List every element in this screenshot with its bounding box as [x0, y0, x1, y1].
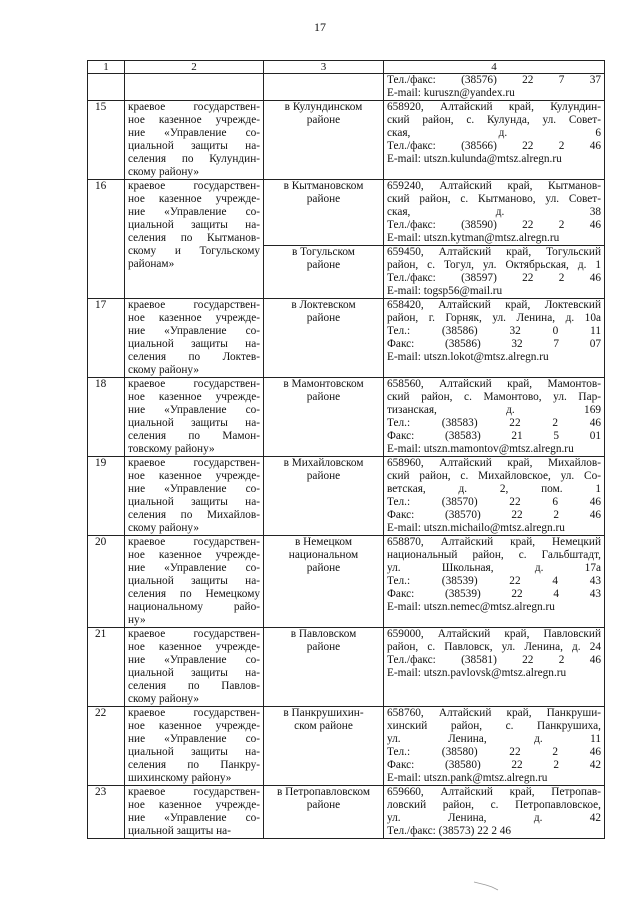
text-line: циальной защиты на- — [128, 496, 260, 508]
text-line: ное казенное учрежде- — [128, 312, 260, 324]
address-line: E-mail: utszn.michailo@mtsz.alregn.ru — [387, 522, 565, 534]
row-number: 21 — [88, 628, 125, 707]
address-line: 658870, Алтайский край, Немецкий — [387, 536, 601, 548]
text-line: циальной защиты на- — [128, 417, 260, 429]
address-cell — [384, 707, 605, 786]
text-line: скому району» — [128, 693, 199, 705]
text-line: скому району» — [128, 166, 199, 178]
text-line: товскому району» — [128, 443, 215, 455]
text-line: ние «Управление со- — [128, 562, 260, 574]
address-line: 659240, Алтайский край, Кытманов- — [387, 180, 601, 192]
text-line: ное казенное учрежде- — [128, 114, 260, 126]
address-cell — [384, 101, 605, 180]
address-line: ский район, с. Мамонтово, ул. Пар- — [387, 391, 601, 403]
text-line: циальной защиты на- — [128, 575, 260, 587]
address-line: ул. Школьная, д. 17а — [387, 562, 601, 574]
row-number: 20 — [88, 536, 125, 628]
institution-name — [125, 536, 264, 628]
table-row — [88, 180, 605, 246]
district — [264, 74, 384, 101]
text-line: ние «Управление со- — [128, 325, 260, 337]
table-row — [88, 378, 605, 457]
address-line: Тел.: (38586) 32 0 11 — [387, 325, 601, 337]
address-line: Тел.: (38570) 22 6 46 — [387, 496, 601, 508]
page-number: 17 — [314, 20, 326, 34]
text-line: краевое государствен- — [128, 786, 260, 798]
text-line: скому району» — [128, 364, 199, 376]
table-row — [88, 457, 605, 536]
row-number: 16 — [88, 180, 125, 299]
address-line: 658760, Алтайский край, Панкруши- — [387, 707, 601, 719]
address-line: район, г. Горняк, ул. Ленина, д. 10а — [387, 312, 601, 324]
text-line: ние «Управление со- — [128, 733, 260, 745]
text-line: краевое государствен- — [128, 457, 260, 469]
text-line: селения по Мамон- — [128, 430, 260, 442]
institution-name — [125, 628, 264, 707]
address-cell — [384, 786, 605, 839]
table-body — [88, 61, 605, 839]
district-line: ском районе — [294, 720, 353, 732]
address-cell — [384, 246, 605, 299]
text-line: циальной защиты на- — [128, 825, 231, 837]
district-line: в Петропавловском — [276, 786, 370, 798]
text-line: ное казенное учрежде- — [128, 470, 260, 482]
district-line: в Кытмановском — [283, 180, 364, 192]
address-line: E-mail: utszn.pank@mtsz.alregn.ru — [387, 772, 548, 784]
header-col-2: 2 — [125, 61, 264, 74]
address-line: 658920, Алтайский край, Кулундин- — [387, 101, 601, 113]
text-line: ное казенное учрежде- — [128, 549, 260, 561]
district-line: в Локтевском — [291, 299, 356, 311]
address-line: Тел./факс: (38576) 22 7 37 — [387, 74, 601, 86]
address-line: 658420, Алтайский край, Локтевский — [387, 299, 601, 311]
address-line: Тел./факс: (38590) 22 2 46 — [387, 219, 601, 231]
address-line: район, с. Тогул, ул. Октябрьская, д. 1 — [387, 259, 601, 271]
address-line: E-mail: utszn.nemec@mtsz.alregn.ru — [387, 601, 555, 613]
institution-name — [125, 180, 264, 299]
address-line: Факс: (38580) 22 2 42 — [387, 759, 601, 771]
table-row — [88, 101, 605, 180]
district-line: в Павловском — [290, 628, 357, 640]
address-line: ул. Ленина, д. 42 — [387, 812, 601, 824]
text-line: ние «Управление со- — [128, 206, 260, 218]
institution-name — [125, 457, 264, 536]
address-line: E-mail: togsp56@mail.ru — [387, 285, 503, 297]
district — [264, 180, 384, 246]
text-line: ну» — [128, 614, 146, 626]
address-line: национальный район, с. Гальбштадт, — [387, 549, 601, 561]
address-line: 659450, Алтайский край, Тогульский — [387, 246, 601, 258]
address-line: ский район, с. Кытманово, ул. Совет- — [387, 193, 601, 205]
district-line: районе — [306, 259, 341, 271]
address-line: Факс: (38583) 21 5 01 — [387, 430, 601, 442]
address-cell — [384, 378, 605, 457]
text-line: скому и Тогульскому — [128, 245, 260, 257]
address-line: 659660, Алтайский край, Петропав- — [387, 786, 601, 798]
row-number: 18 — [88, 378, 125, 457]
address-line: Тел./факс: (38597) 22 2 46 — [387, 272, 601, 284]
text-line: циальной защиты на- — [128, 338, 260, 350]
text-line: краевое государствен- — [128, 378, 260, 390]
address-line: тизанская, д. 169 — [387, 404, 601, 416]
district-line: в Мамонтовском — [283, 378, 364, 390]
district — [264, 786, 384, 839]
table-row — [88, 628, 605, 707]
address-cell — [384, 180, 605, 246]
address-cell — [384, 457, 605, 536]
district-line: в Тогульском — [292, 246, 355, 258]
institutions-table — [87, 60, 605, 839]
table-row — [88, 786, 605, 839]
district-line: районе — [306, 391, 341, 403]
text-line: национальному райо- — [128, 601, 260, 613]
address-line: ская, д. 38 — [387, 206, 601, 218]
text-line: краевое государствен- — [128, 101, 260, 113]
address-line: Тел./факс: (38566) 22 2 46 — [387, 140, 601, 152]
row-number — [88, 74, 125, 101]
text-line: ние «Управление со- — [128, 404, 260, 416]
text-line: ное казенное учрежде- — [128, 391, 260, 403]
text-line: ние «Управление со- — [128, 483, 260, 495]
address-cell — [384, 74, 605, 101]
address-line: E-mail: utszn.lokot@mtsz.alregn.ru — [387, 351, 549, 363]
text-line: ное казенное учрежде- — [128, 799, 260, 811]
row-number: 17 — [88, 299, 125, 378]
text-line: краевое государствен- — [128, 180, 260, 192]
address-line: Тел.: (38583) 22 2 46 — [387, 417, 601, 429]
address-line: ул. Ленина, д. 11 — [387, 733, 601, 745]
address-line: 658960, Алтайский край, Михайлов- — [387, 457, 601, 469]
institution-name — [125, 378, 264, 457]
district-line: районе — [306, 312, 341, 324]
table-row — [88, 299, 605, 378]
address-line: E-mail: kuruszn@yandex.ru — [387, 87, 515, 99]
district-line: районе — [306, 114, 341, 126]
header-col-3: 3 — [264, 61, 384, 74]
address-cell — [384, 628, 605, 707]
district — [264, 246, 384, 299]
text-line: районам» — [128, 258, 175, 270]
district-line: районе — [306, 799, 341, 811]
district — [264, 628, 384, 707]
address-line: Тел./факс: (38581) 22 2 46 — [387, 654, 601, 666]
address-cell — [384, 299, 605, 378]
text-line: ние «Управление со- — [128, 127, 260, 139]
address-line: ский район, с. Кулунда, ул. Совет- — [387, 114, 601, 126]
text-line: циальной защиты на- — [128, 746, 260, 758]
text-line: краевое государствен- — [128, 299, 260, 311]
text-line: ное казенное учрежде- — [128, 193, 260, 205]
text-line: циальной защиты на- — [128, 140, 260, 152]
address-line: хинский район, с. Панкрушиха, — [387, 720, 601, 732]
district-line: в Панкрушихин- — [283, 707, 364, 719]
address-line: Тел.: (38580) 22 2 46 — [387, 746, 601, 758]
text-line: ное казенное учрежде- — [128, 641, 260, 653]
text-line: краевое государствен- — [128, 628, 260, 640]
header-col-1: 1 — [88, 61, 125, 74]
district — [264, 457, 384, 536]
address-line: район, с. Павловск, ул. Ленина, д. 24 — [387, 641, 601, 653]
district-line: районе — [306, 641, 341, 653]
district — [264, 378, 384, 457]
header-col-4: 4 — [384, 61, 605, 74]
scan-mark — [472, 880, 512, 892]
text-line: ние «Управление со- — [128, 812, 260, 824]
district-line: в Михайловском — [283, 457, 364, 469]
address-line: E-mail: utszn.pavlovsk@mtsz.alregn.ru — [387, 667, 567, 679]
text-line: селения по Павлов- — [128, 680, 260, 692]
address-line: Тел./факс: (38573) 22 2 46 — [387, 825, 512, 837]
text-line: ние «Управление со- — [128, 654, 260, 666]
row-number: 22 — [88, 707, 125, 786]
district-line: в Кулундинском — [284, 101, 363, 113]
address-line: E-mail: utszn.mamontov@mtsz.alregn.ru — [387, 443, 574, 455]
institution-name — [125, 101, 264, 180]
text-line: скому району» — [128, 522, 199, 534]
address-line: Тел.: (38539) 22 4 43 — [387, 575, 601, 587]
row-number: 15 — [88, 101, 125, 180]
institution-name — [125, 299, 264, 378]
text-line: селения по Панкру- — [128, 759, 260, 771]
text-line: селения по Кулундин- — [128, 153, 260, 165]
text-line: селения по Кытманов- — [128, 232, 260, 244]
address-cell — [384, 536, 605, 628]
row-number: 23 — [88, 786, 125, 839]
address-line: ский район, с. Михайловское, ул. Со- — [387, 470, 601, 482]
district — [264, 101, 384, 180]
district — [264, 536, 384, 628]
district — [264, 707, 384, 786]
district-line: районе — [306, 193, 341, 205]
text-line: шихинскому району» — [128, 772, 232, 784]
address-line: ветская, д. 2, пом. 1 — [387, 483, 601, 495]
text-line: краевое государствен- — [128, 707, 260, 719]
text-line: селения по Михайлов- — [128, 509, 260, 521]
address-line: Факс: (38539) 22 4 43 — [387, 588, 601, 600]
text-line: селения по Локтев- — [128, 351, 260, 363]
institution-name — [125, 786, 264, 839]
table-row — [88, 707, 605, 786]
table-row — [88, 536, 605, 628]
row-number: 19 — [88, 457, 125, 536]
address-line: E-mail: utszn.kulunda@mtsz.alregn.ru — [387, 153, 562, 165]
address-line: E-mail: utszn.kytman@mtsz.alregn.ru — [387, 232, 560, 244]
address-line: 658560, Алтайский край, Мамонтов- — [387, 378, 601, 390]
address-line: ская, д. 6 — [387, 127, 601, 139]
institution-name — [125, 74, 264, 101]
text-line: циальной защиты на- — [128, 667, 260, 679]
district-line: районе — [306, 562, 341, 574]
continuation-row — [88, 74, 605, 101]
district-line: районе — [306, 470, 341, 482]
text-line: циальной защиты на- — [128, 219, 260, 231]
address-line: ловский район, с. Петропавловское, — [387, 799, 601, 811]
header-row — [88, 61, 605, 74]
district-line: в Немецком — [294, 536, 353, 548]
address-line: Факс: (38570) 22 2 46 — [387, 509, 601, 521]
text-line: селения по Немецкому — [128, 588, 260, 600]
address-line: 659000, Алтайский край, Павловский — [387, 628, 601, 640]
district — [264, 299, 384, 378]
district-line: национальном — [288, 549, 359, 561]
text-line: ное казенное учрежде- — [128, 720, 260, 732]
text-line: краевое государствен- — [128, 536, 260, 548]
address-line: Факс: (38586) 32 7 07 — [387, 338, 601, 350]
institution-name — [125, 707, 264, 786]
